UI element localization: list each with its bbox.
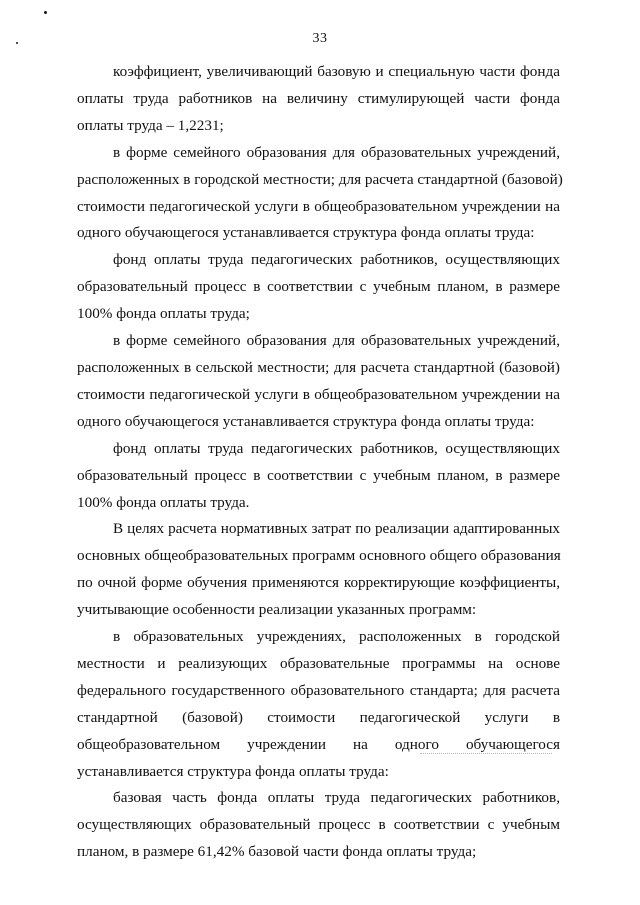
text-line: базовая часть фонда оплаты труда педагогических работников, (113, 789, 560, 807)
text-line: стоимости педагогической услуги в общеобразовательном учреждении на (77, 197, 560, 215)
text-line: образовательный процесс в соответствии с учебным планом, в размере (77, 278, 560, 296)
text-line: фонд оплаты труда педагогических работников, осуществляющих (113, 251, 560, 269)
scan-artifact-dot (44, 11, 47, 14)
text-line: учитывающие особенности реализации указанных программ: (77, 601, 477, 619)
text-line: общеобразовательном учреждении на одного обучающегося (77, 735, 560, 753)
page-number: 33 (312, 31, 328, 46)
text-line: планом, в размере 61,42% базовой части фонда оплаты труда; (77, 843, 477, 861)
text-line: оплаты труда – 1,2231; (77, 116, 224, 134)
text-line: 100% фонда оплаты труда; (77, 305, 250, 323)
text-line: фонд оплаты труда педагогических работников, осуществляющих (113, 439, 560, 457)
text-line: 100% фонда оплаты труда. (77, 493, 250, 511)
text-line: основных общеобразовательных программ основного общего образования (77, 547, 561, 565)
text-line: стандартной (базовой) стоимости педагогической услуги в (77, 708, 560, 726)
text-line: федерального государственного образовательного стандарта; для расчета (77, 681, 560, 699)
text-line: в форме семейного образования для образовательных учреждений, (113, 143, 560, 161)
text-line: устанавливается структура фонда оплаты труда: (77, 762, 389, 780)
text-line: по очной форме обучения применяются корректирующие коэффициенты, (77, 574, 560, 592)
text-line: одного обучающегося устанавливается структура фонда оплаты труда: (77, 224, 535, 242)
text-line: образовательный процесс в соответствии с учебным планом, в размере (77, 466, 560, 484)
scan-faint-line (420, 753, 552, 754)
text-line: осуществляющих образовательный процесс в соответствии с учебным (77, 816, 560, 834)
text-line: В целях расчета нормативных затрат по реализации адаптированных (113, 520, 560, 538)
text-line: коэффициент, увеличивающий базовую и специальную части фонда (113, 63, 560, 80)
text-line: в образовательных учреждениях, расположенных в городской (113, 628, 560, 646)
text-line: стоимости педагогической услуги в общеобразовательном учреждении на (77, 385, 560, 403)
text-line: расположенных в сельской местности; для расчета стандартной (базовой) (77, 358, 560, 376)
text-line: местности и реализующих образовательные программы на основе (77, 654, 560, 672)
text-line: одного обучающегося устанавливается структура фонда оплаты труда: (77, 412, 535, 430)
document-body (77, 59, 563, 866)
text-line: в форме семейного образования для образовательных учреждений, (113, 332, 560, 350)
text-line: расположенных в городской местности; для расчета стандартной (базовой) (77, 170, 563, 188)
text-line: оплаты труда работников на величину стимулирующей части фонда (77, 89, 560, 107)
